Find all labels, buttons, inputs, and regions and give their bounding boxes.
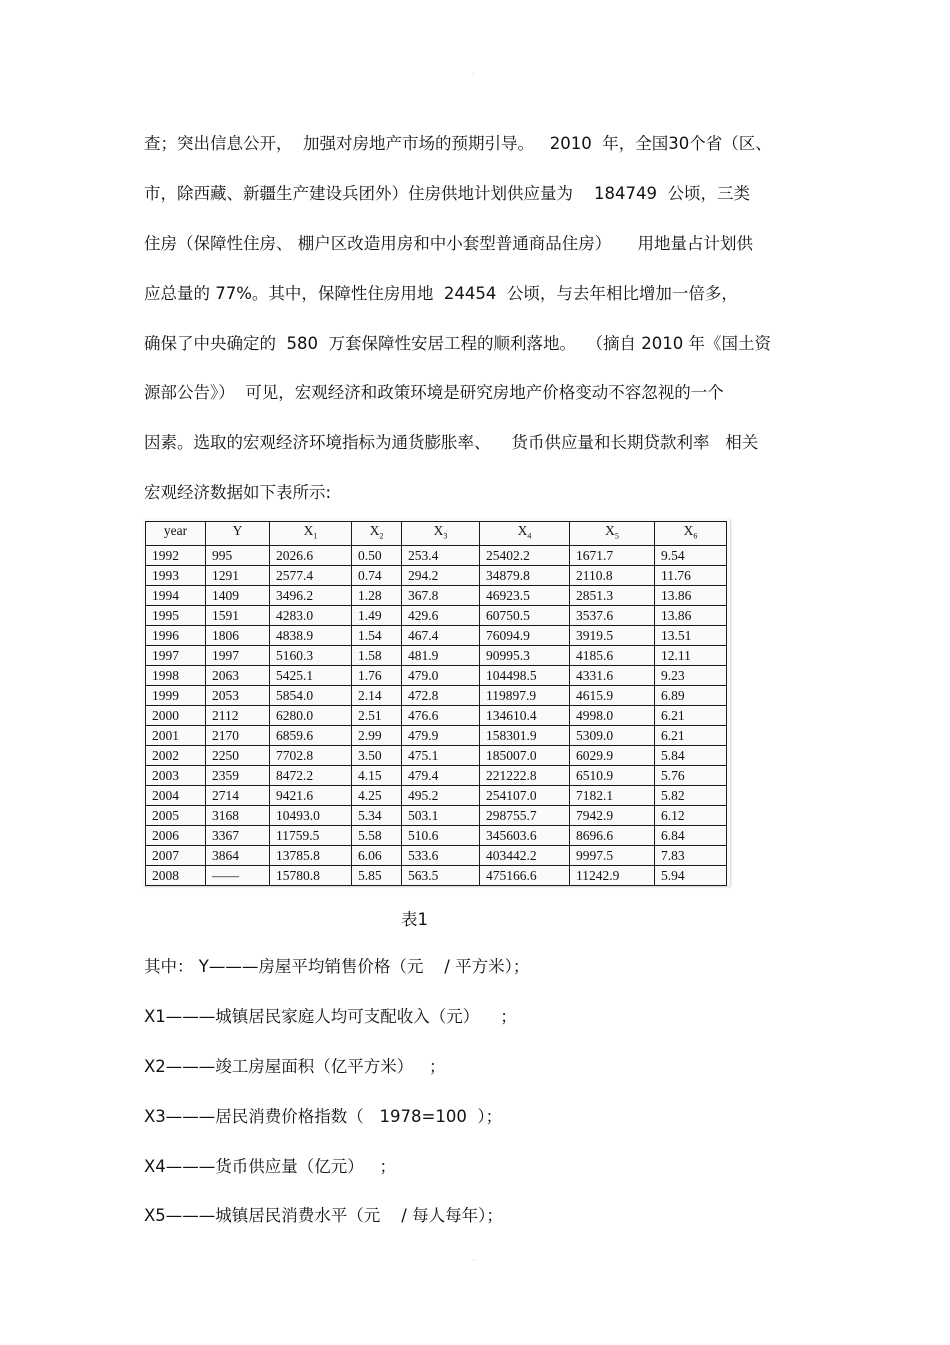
table-cell: 11759.5 <box>270 825 352 845</box>
table-cell: 6029.9 <box>570 745 655 765</box>
table-cell: 11242.9 <box>570 865 655 885</box>
table-cell: 1409 <box>206 585 270 605</box>
table-cell: 134610.4 <box>480 705 570 725</box>
table-cell: 7942.9 <box>570 805 655 825</box>
table-cell: 13785.8 <box>270 845 352 865</box>
table-cell: 13.86 <box>655 585 727 605</box>
table-cell: 4331.6 <box>570 665 655 685</box>
table-cell: 60750.5 <box>480 605 570 625</box>
table-cell: 10493.0 <box>270 805 352 825</box>
table-cell: 2.51 <box>352 705 402 725</box>
table-cell: 472.8 <box>402 685 480 705</box>
table-row <box>146 765 727 785</box>
table-cell: 3168 <box>206 805 270 825</box>
table-cell: 1995 <box>146 605 206 625</box>
table-cell: 1806 <box>206 625 270 645</box>
table-row <box>146 605 727 625</box>
table-cell: 2001 <box>146 725 206 745</box>
table-caption: 表1 <box>401 910 428 929</box>
table-cell: 5.85 <box>352 865 402 885</box>
table-cell: 254107.0 <box>480 785 570 805</box>
paragraph-line: 市，除西藏、新疆生产建设兵团外）住房供地计划供应量为 184749 公顷，三类 <box>144 184 750 203</box>
table-cell: 345603.6 <box>480 825 570 845</box>
table-cell: 6280.0 <box>270 705 352 725</box>
header-x1: $X_1$ <box>270 522 352 546</box>
macro-data-table <box>145 521 727 886</box>
table-cell: 46923.5 <box>480 585 570 605</box>
table-row <box>146 685 727 705</box>
table-cell: 9997.5 <box>570 845 655 865</box>
table-cell: 185007.0 <box>480 745 570 765</box>
table-cell: 15780.8 <box>270 865 352 885</box>
table-cell: 5160.3 <box>270 645 352 665</box>
table-cell: 8696.6 <box>570 825 655 845</box>
data-table-image <box>142 518 730 886</box>
table-cell: 2003 <box>146 765 206 785</box>
table-cell: 1993 <box>146 565 206 585</box>
table-cell: 5.34 <box>352 805 402 825</box>
table-cell: 221222.8 <box>480 765 570 785</box>
page-mark-top: · <box>472 70 475 79</box>
table-cell: 2007 <box>146 845 206 865</box>
table-cell: 467.4 <box>402 625 480 645</box>
table-cell: 7182.1 <box>570 785 655 805</box>
table-cell: 12.11 <box>655 645 727 665</box>
table-cell: 5.82 <box>655 785 727 805</box>
table-cell: 1591 <box>206 605 270 625</box>
table-cell: 995 <box>206 545 270 565</box>
table-cell: 7.83 <box>655 845 727 865</box>
table-cell: 479.4 <box>402 765 480 785</box>
legend-line-x1: X1———城镇居民家庭人均可支配收入（元） ； <box>144 1007 517 1026</box>
table-cell: 6.06 <box>352 845 402 865</box>
table-cell: 1.54 <box>352 625 402 645</box>
paragraph-line: 住房（保障性住房、 棚户区改造用房和中小套型普通商品住房） 用地量占计划供 <box>144 234 753 253</box>
table-cell: 104498.5 <box>480 665 570 685</box>
table-cell: 13.51 <box>655 625 727 645</box>
table-cell: 5425.1 <box>270 665 352 685</box>
paragraph-line: 源部公告》） 可见，宏观经济和政策环境是研究房地产价格变动不容忽视的一个 <box>144 383 724 402</box>
legend-line-x4: X4———货币供应量（亿元） ； <box>144 1157 397 1176</box>
table-row <box>146 625 727 645</box>
legend-line-x2: X2———竣工房屋面积（亿平方米） ； <box>144 1057 446 1076</box>
table-cell: 533.6 <box>402 845 480 865</box>
table-cell: 4998.0 <box>570 705 655 725</box>
table-row <box>146 805 727 825</box>
table-cell: 6.89 <box>655 685 727 705</box>
table-row <box>146 745 727 765</box>
table-cell: 1.58 <box>352 645 402 665</box>
table-cell: 5.58 <box>352 825 402 845</box>
table-cell: 4615.9 <box>570 685 655 705</box>
table-cell: 367.8 <box>402 585 480 605</box>
table-cell: 5.84 <box>655 745 727 765</box>
table-cell: 0.50 <box>352 545 402 565</box>
table-cell: 503.1 <box>402 805 480 825</box>
header-x4: $X_4$ <box>480 522 570 546</box>
table-cell: 1997 <box>146 645 206 665</box>
table-cell: 4283.0 <box>270 605 352 625</box>
table-cell: 1999 <box>146 685 206 705</box>
table-cell: 6510.9 <box>570 765 655 785</box>
table-cell: 1996 <box>146 625 206 645</box>
table-cell: 8472.2 <box>270 765 352 785</box>
header-x3: $X_3$ <box>402 522 480 546</box>
table-cell: 3496.2 <box>270 585 352 605</box>
table-cell: 1.28 <box>352 585 402 605</box>
table-body <box>146 545 727 885</box>
table-row <box>146 725 727 745</box>
table-cell: 403442.2 <box>480 845 570 865</box>
table-row <box>146 665 727 685</box>
table-cell: 5.76 <box>655 765 727 785</box>
table-cell: 2004 <box>146 785 206 805</box>
table-cell: 5854.0 <box>270 685 352 705</box>
paragraph-line: 查；突出信息公开， 加强对房地产市场的预期引导。 2010 年，全国30个省（区、 <box>144 134 772 153</box>
table-cell: 3.50 <box>352 745 402 765</box>
header-y: Y <box>206 522 270 546</box>
table-row <box>146 545 727 565</box>
table-cell: 2577.4 <box>270 565 352 585</box>
table-cell: 2851.3 <box>570 585 655 605</box>
table-cell: 2008 <box>146 865 206 885</box>
table-cell: 158301.9 <box>480 725 570 745</box>
table-cell: 2.14 <box>352 685 402 705</box>
table-cell: 9421.6 <box>270 785 352 805</box>
legend-line-y: 其中： Y———房屋平均销售价格（元 / 平方米）； <box>144 957 530 976</box>
paragraph-line: 应总量的 77%。其中，保障性住房用地 24454 公顷，与去年相比增加一倍多， <box>144 284 738 303</box>
table-cell: 0.74 <box>352 565 402 585</box>
legend-line-x3: X3———居民消费价格指数（ 1978=100 ）； <box>144 1107 503 1126</box>
table-cell: 1997 <box>206 645 270 665</box>
table-cell: 2359 <box>206 765 270 785</box>
table-cell: 476.6 <box>402 705 480 725</box>
table-cell: 2002 <box>146 745 206 765</box>
table-header-row <box>146 522 727 546</box>
table-row <box>146 645 727 665</box>
table-cell: 1.76 <box>352 665 402 685</box>
table-cell: 1.49 <box>352 605 402 625</box>
table-cell: 563.5 <box>402 865 480 885</box>
table-cell: 3919.5 <box>570 625 655 645</box>
header-x5: $X_5$ <box>570 522 655 546</box>
table-row <box>146 705 727 725</box>
table-cell: 253.4 <box>402 545 480 565</box>
table-cell: 2112 <box>206 705 270 725</box>
table-cell: 4838.9 <box>270 625 352 645</box>
table-cell: 2170 <box>206 725 270 745</box>
table-row <box>146 825 727 845</box>
table-cell: 2.99 <box>352 725 402 745</box>
table-cell: 3864 <box>206 845 270 865</box>
paragraph-line: 确保了中央确定的 580 万套保障性安居工程的顺利落地。 （摘自 2010 年《国土资 <box>144 334 771 353</box>
header-year: year <box>146 522 206 546</box>
table-row <box>146 565 727 585</box>
table-cell: 1994 <box>146 585 206 605</box>
table-cell: 3537.6 <box>570 605 655 625</box>
table-cell: 1671.7 <box>570 545 655 565</box>
table-cell: 25402.2 <box>480 545 570 565</box>
table-cell: 2026.6 <box>270 545 352 565</box>
table-cell: 6859.6 <box>270 725 352 745</box>
table-cell: 6.21 <box>655 705 727 725</box>
table-cell: 119897.9 <box>480 685 570 705</box>
table-cell: 481.9 <box>402 645 480 665</box>
table-row <box>146 585 727 605</box>
table-row <box>146 845 727 865</box>
table-cell: 9.54 <box>655 545 727 565</box>
table-cell: 294.2 <box>402 565 480 585</box>
table-cell: 2714 <box>206 785 270 805</box>
table-cell: 1998 <box>146 665 206 685</box>
page-mark-bottom: ·· <box>472 1256 478 1265</box>
table-row <box>146 785 727 805</box>
table-cell: 4.15 <box>352 765 402 785</box>
legend-line-x5: X5———城镇居民消费水平（元 / 每人每年）； <box>144 1206 503 1225</box>
table-cell: 4.25 <box>352 785 402 805</box>
table-cell: 2006 <box>146 825 206 845</box>
table-cell: 76094.9 <box>480 625 570 645</box>
table-cell: 1291 <box>206 565 270 585</box>
table-cell: 479.9 <box>402 725 480 745</box>
header-x6: $X_6$ <box>655 522 727 546</box>
table-cell: 479.0 <box>402 665 480 685</box>
table-row <box>146 865 727 885</box>
table-cell: 2000 <box>146 705 206 725</box>
table-cell: 5309.0 <box>570 725 655 745</box>
table-cell: 510.6 <box>402 825 480 845</box>
table-cell: 11.76 <box>655 565 727 585</box>
paragraph-line: 宏观经济数据如下表所示: <box>144 483 332 502</box>
table-cell: 6.21 <box>655 725 727 745</box>
table-cell: 4185.6 <box>570 645 655 665</box>
table-cell: 2110.8 <box>570 565 655 585</box>
table-cell: 475166.6 <box>480 865 570 885</box>
table-cell: 90995.3 <box>480 645 570 665</box>
table-cell: —— <box>206 865 270 885</box>
table-cell: 298755.7 <box>480 805 570 825</box>
table-cell: 9.23 <box>655 665 727 685</box>
table-cell: 2053 <box>206 685 270 705</box>
table-cell: 1992 <box>146 545 206 565</box>
table-cell: 6.84 <box>655 825 727 845</box>
table-cell: 3367 <box>206 825 270 845</box>
table-cell: 2063 <box>206 665 270 685</box>
header-x2: $X_2$ <box>352 522 402 546</box>
table-cell: 13.86 <box>655 605 727 625</box>
table-cell: 495.2 <box>402 785 480 805</box>
table-cell: 475.1 <box>402 745 480 765</box>
table-cell: 7702.8 <box>270 745 352 765</box>
table-cell: 5.94 <box>655 865 727 885</box>
paragraph-line: 因素。选取的宏观经济环境指标为通货膨胀率、 货币供应量和长期贷款利率 相关 <box>144 433 759 452</box>
table-cell: 429.6 <box>402 605 480 625</box>
table-cell: 2005 <box>146 805 206 825</box>
table-cell: 2250 <box>206 745 270 765</box>
table-cell: 6.12 <box>655 805 727 825</box>
table-cell: 34879.8 <box>480 565 570 585</box>
